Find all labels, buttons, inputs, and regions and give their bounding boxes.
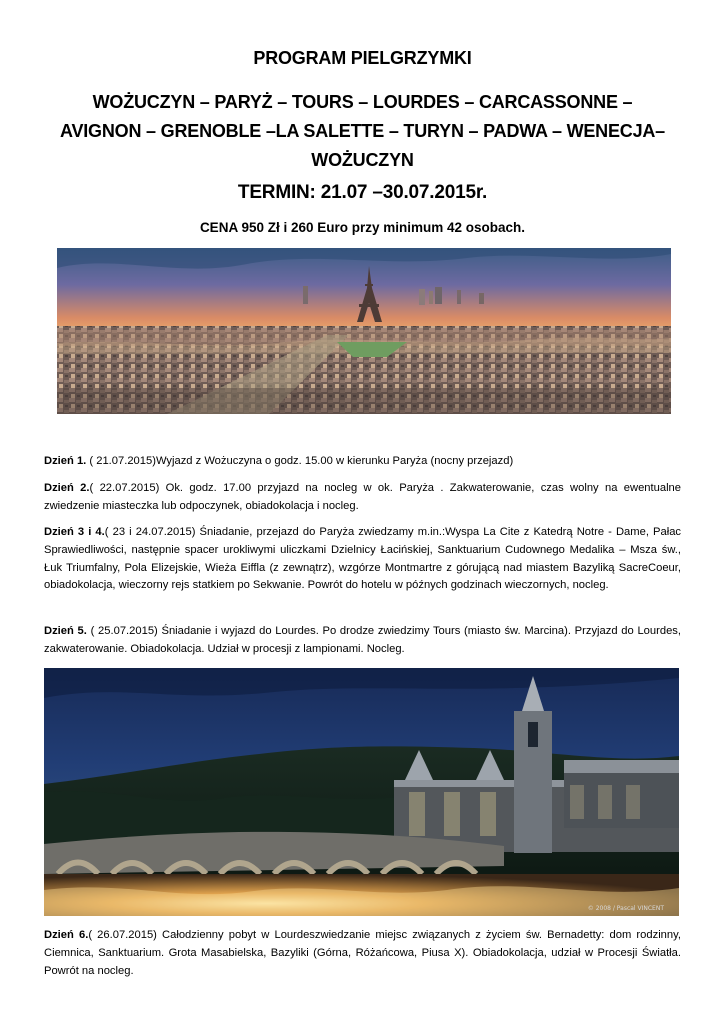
day-description: ( 25.07.2015) Śniadanie i wyjazd do Lourdes. Po drodze zwiedzimy Tours (miasto św. Marcina). Przyjazd do Lourdes, zakwaterowanie. Obiadokolacja. Udział w procesji z lampionami. Nocleg.: [44, 625, 681, 655]
route-line-2: AVIGNON – GRENOBLE –LA SALETTE – TURYN – PADWA – WENECJA–: [59, 121, 665, 141]
paris-panorama-photo: [57, 248, 671, 414]
itinerary-day-3-4: [44, 524, 681, 595]
itinerary-day-6: [44, 927, 681, 980]
day-description: ( 26.07.2015) Całodzienny pobyt w Lourdeszwiedzanie miejsc związanych z życiem św. Bernadetty: dom rodzinny, Ciemnica, Sanktuarium. Grota Masabielska, Bazyliki (Górna, Różańcowa, Piusa X). Obiadokolacja, udział w Procesji Światła. Powrót na nocleg.: [44, 929, 681, 977]
itinerary-day-5: [44, 623, 681, 659]
itinerary-day-2: [44, 480, 681, 516]
itinerary-day-1: [44, 453, 681, 471]
route-heading: [40, 88, 685, 175]
price-line: CENA 950 Zł i 260 Euro przy minimum 42 osobach.: [199, 220, 526, 235]
route-line-1: WOŻUCZYN – PARYŻ – TOURS – LOURDES – CARCASSONNE –: [92, 92, 633, 112]
day-label: Dzień 3 i 4.: [44, 526, 105, 538]
day-label: Dzień 1.: [44, 455, 87, 467]
document-title: PROGRAM PIELGRZYMKI: [253, 48, 472, 68]
term-heading: TERMIN: 21.07 –30.07.2015r.: [237, 182, 488, 203]
day-label: Dzień 5.: [44, 625, 87, 637]
day-description: ( 22.07.2015) Ok. godz. 17.00 przyjazd na nocleg w ok. Paryża . Zakwaterowanie, czas wolny na ewentualne zwiedzenie miasteczka lub odpoczynek, obiadokolacja i nocleg.: [44, 482, 681, 512]
paris-skyline-illustration: [57, 248, 671, 414]
day-label: Dzień 6.: [44, 929, 89, 941]
lourdes-night-photo: [44, 668, 679, 916]
photo-watermark: © 2008 / Pascal VINCENT: [587, 905, 664, 912]
lourdes-basilica-illustration: [44, 668, 679, 916]
route-line-3: WOŻUCZYN: [311, 150, 414, 170]
day-label: Dzień 2.: [44, 482, 90, 494]
day-description: ( 23 i 24.07.2015) Śniadanie, przejazd do Paryża zwiedzamy m.in.:Wyspa La Cite z Katedrą Notre - Dame, Pałac Sprawiedliwości, następnie spacer urokliwymi uliczkami Dzielnicy Łacińskiej, Sanktuarium Cudownego Medalika – Msza św., Łuk Triumfalny, Pola Elizejskie, Wieża Eiffla (z zewnątrz), wzgórze Montmartre z górującą nad miastem Bazyliką SacreCoeur, obiadokolacja, wieczorny rejs statkiem po Sekwanie. Powrót do hotelu w późnych godzinach wieczornych, nocleg.: [44, 526, 682, 592]
day-description: ( 21.07.2015)Wyjazd z Wożuczyna o godz. 15.00 w kierunku Paryża (nocny przejazd): [86, 455, 514, 467]
